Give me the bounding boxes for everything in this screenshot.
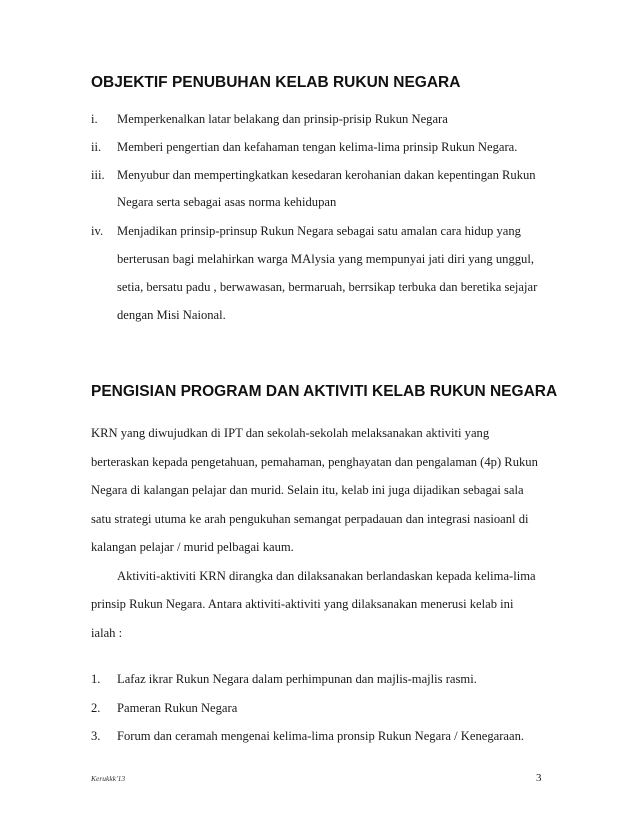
objective-marker: ii. [91,140,102,154]
paragraph-line: KRN yang diwujudkan di IPT dan sekolah-sekolah melaksanakan aktiviti yang [91,426,490,440]
paragraph-line: kalangan pelajar / murid pelbagai kaum. [91,540,294,554]
page-number: 3 [536,772,542,784]
paragraph-line: berteraskan kepada pengetahuan, pemahaman, penghayatan dan pengalaman (4p) Rukun [91,455,538,469]
objective-marker: iv. [91,224,104,238]
objective-text-continued: dengan Misi Naional. [117,308,226,322]
objective-text-continued: Negara serta sebagai asas norma kehidupan [117,195,337,209]
paragraph-line: Negara di kalangan pelajar dan murid. Selain itu, kelab ini juga dijadikan sebagai sala [91,483,524,497]
objective-text-continued: setia, bersatu padu , berwawasan, bermaruah, berrsikap terbuka dan beretika sejajar [117,280,538,294]
objective-marker: iii. [91,168,105,182]
objective-text: Menyubur dan mempertingkatkan kesedaran kerohanian dakan kepentingan Rukun [117,168,536,182]
objective-text: Memberi pengertian dan kefahaman tengan kelima-lima prinsip Rukun Negara. [117,140,518,154]
activity-marker: 1. [91,672,101,686]
activity-marker: 2. [91,701,101,715]
activity-text: Forum dan ceramah mengenai kelima-lima pronsip Rukun Negara / Kenegaraan. [117,729,525,743]
objective-text-continued: berterusan bagi melahirkan warga MAlysia yang mempunyai jati diri yang unggul, [117,252,535,266]
section-activities-title: PENGISIAN PROGRAM DAN AKTIVITI KELAB RUKUN NEGARA [91,383,558,400]
activity-marker: 3. [91,729,101,743]
footer-label: Kerukkk'13 [91,774,126,783]
objective-text: Memperkenalkan latar belakang dan prinsip-prisip Rukun Negara [117,112,448,126]
section-objectives-title: OBJEKTIF PENUBUHAN KELAB RUKUN NEGARA [91,74,461,91]
objective-marker: i. [91,112,98,126]
paragraph-line: prinsip Rukun Negara. Antara aktiviti-aktiviti yang dilaksanakan menerusi kelab ini [91,597,514,611]
objective-text: Menjadikan prinsip-prinsup Rukun Negara sebagai satu amalan cara hidup yang [117,224,521,238]
activity-text: Lafaz ikrar Rukun Negara dalam perhimpunan dan majlis-majlis rasmi. [117,672,477,686]
paragraph-line: ialah : [91,626,123,640]
activity-text: Pameran Rukun Negara [117,701,238,715]
paragraph-line: satu strategi utuma ke arah pengukuhan semangat perpadauan dan integrasi nasioanl di [91,512,529,526]
paragraph-line-indented: Aktiviti-aktiviti KRN dirangka dan dilaksanakan berlandaskan kepada kelima-lima [117,569,536,583]
